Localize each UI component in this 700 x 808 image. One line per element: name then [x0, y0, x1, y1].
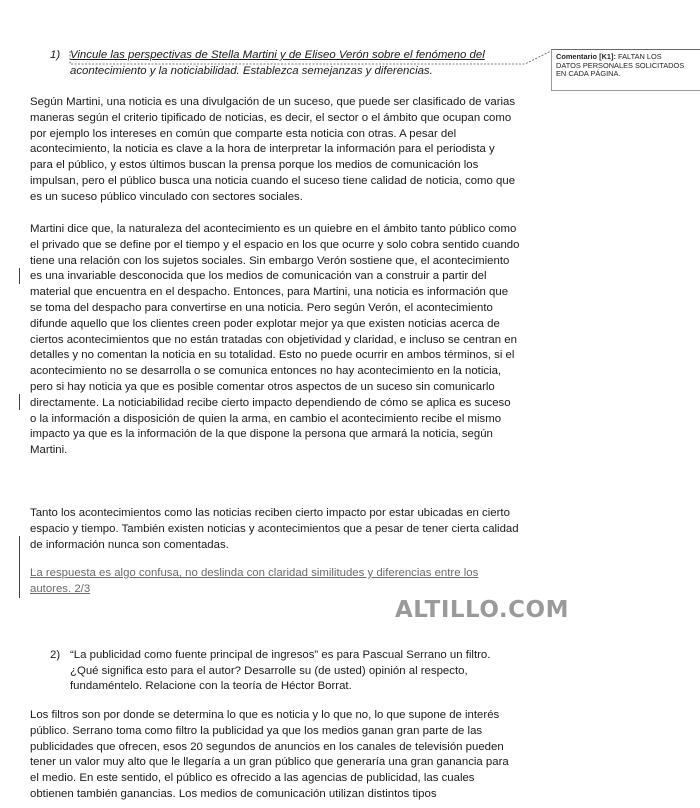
revision-bar — [19, 536, 20, 598]
comment-tag: Comentario [K1]: — [556, 52, 616, 61]
revision-bar — [19, 394, 20, 410]
answer-1-paragraph-2: Martini dice que, la naturaleza del acontecimiento es un quiebre en el ámbito tanto público como el privado que se define por el tiempo y el espacio en los que ocurre y solo cobra sentido cuando tiene una relación con los sujetos sociales. Sin embargo Verón sostiene que, el acontecimiento es una invariable desconocida que los medios de comunicación van a construir a partir del material que encuentra en el despacho. Entonces, para Martini, una noticia es información que se toma del despacho para convertirse en una noticia. Pero según Verón, el acontecimiento difunde aquello que los clientes creen poder explotar mejor ya que existen noticias acerca de ciertos acontecimientos que no están tratadas con objetividad y claridad, e incluso se centran en detalles y no comentan la noticia en su totalidad. Esto no puede ocurrir en ambos términos, si el acontecimiento no se desarrolla o se comunica entonces no hay acontecimiento en la noticia, pero si hay noticia ya que es posible comentar otros aspectos de un suceso sin comunicarlo directamente. La noticiabilidad recibe cierto impacto dependiendo de cómo se aplica es suceso o la información a disposición de quien la arma, en cambio el acontecimiento recibe el mismo impacto ya que es la información de la que dispone la persona que armará la noticia, según Martini. — [30, 223, 520, 457]
revision-bar — [19, 268, 20, 284]
question-1-number: 1) — [50, 49, 61, 61]
question-2 — [50, 648, 520, 695]
altillo-watermark: ALTILLO.COM — [395, 597, 569, 623]
answer-1-paragraph-1: Según Martini, una noticia es una divulgación de un suceso, que puede ser clasificado de varias maneras según el criterio tipificado de noticias, es decir, el sector o el ámbito que ocupan como por ejemplo los intereses en común que comparte esta noticia con otras. A pesar del acontecimiento, la noticia es clave a la hora de interpretar la información para el periodista y para el público, y estos últimos buscan la prensa porque los medios de comunicación los impulsan, pero el público busca una noticia cuando el suceso tiene calidad de noticia, como que es un suceso público vinculado con sectores sociales. — [30, 96, 516, 203]
comment-line-1: FALTAN LOS — [618, 52, 662, 61]
teacher-correction: La respuesta es algo confusa, no deslinda con claridad similitudes y diferencias entre los autores. 2/3 — [30, 567, 479, 595]
comment-line-3: EN CADA PÁGINA. — [556, 69, 621, 79]
question-2-number: 2) — [50, 649, 61, 661]
question-1-text-underlined: Vincule las perspectivas de Stella Martini y de Eliseo Verón sobre el fenómeno del — [70, 49, 485, 61]
answer-2-paragraph-1: Los filtros son por donde se determina lo que es noticia y lo que no, lo que supone de interés público. Serrano toma como filtro la publicidad ya que los medios ganan gran parte de las publicidades que ofrecen, esos 20 segundos de anuncios en los canales de televisión pueden tener un valor muy alto que le llegaría a un gran público que generaría una gran ganancia para el medio. En este sentido, el público es ofrecido a las agencias de publicidad, las cuales obtienen también ganancias. Los medios de comunicación utilizan distintos tipos — [30, 709, 509, 800]
review-comment[interactable] — [551, 49, 700, 91]
question-2-text: “La publicidad como fuente principal de ingresos” es para Pascual Serrano un filtro. ¿Qué significa esto para el autor? Desarrolle su (de usted) opinión al respecto, fundaméntelo. Relacione con la teoría de Héctor Borrat. — [70, 649, 491, 693]
comment-line-2: DATOS PERSONALES SOLICITADOS — [556, 60, 685, 70]
answer-1-paragraph-3: Tanto los acontecimientos como las noticias reciben cierto impacto por estar ubicadas en cierto espacio y tiempo. También existen noticias y acontecimientos que a pesar de tener cierta calidad de información nunca son comentadas. — [30, 507, 519, 551]
question-1 — [50, 48, 520, 79]
question-1-text-rest: acontecimiento y la noticiabilidad. Establezca semejanzas y diferencias. — [70, 64, 433, 77]
